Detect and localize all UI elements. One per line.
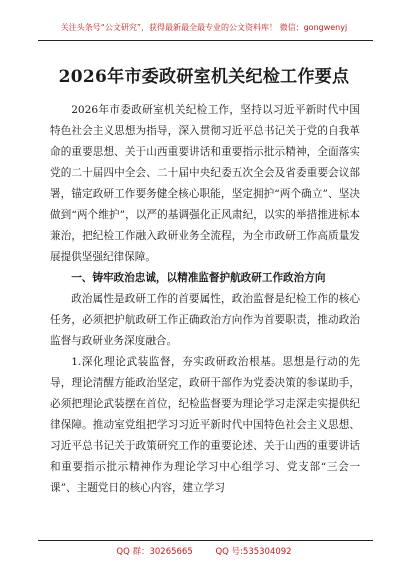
list-item-paragraph: 1.深化理论武装监督，夯实政研政治根基。思想是行动的先导，理论清醒方能政治坚定，政研干部作为党委决策的参谋助手，必须把理论武装摆在首位，纪检监督要为理论学习走深走实提供纪律保障。推动室党组把学习习近平新时代中国特色社会主义思想、习近平总书记关于政策研究工作的重要论述、关于山西的重要讲话和重要指示批示精神作为理论学习中心组学习、党支部“三会一课”、主题党日的核心内容，建立学习: [50, 356, 360, 494]
header-divider: [38, 40, 373, 41]
qq-number-text: QQ 号:535304092: [215, 547, 292, 557]
intro-paragraph: 2026年市委政研室机关纪检工作，坚持以习近平新时代中国特色社会主义思想为指导，深入贯彻习近平总书记关于党的自我革命的重要思想、关于山西重要讲话和重要指示批示精神，全面落实党的二十届四中全会、二十届中央纪委五次全会及省委重要会议部署，锚定政研工作要务健全核心职能，坚定拥护“两个确立”、坚决做到“两个维护”，以严的基调强化正风肃纪，以实的举措推进标本兼治，把纪检工作融入政研业务全流程，为全市政研工作高质量发展提供坚强纪律保障。: [50, 104, 360, 263]
footer: [0, 545, 408, 557]
section-heading: 一、铸牢政治忠诚，以精准监督护航政研工作政治方向: [71, 272, 326, 284]
section-paragraph: 政治属性是政研工作的首要属性，政治监督是纪检工作的核心任务，必须把护航政研工作正确政治方向作为首要职责，推动政治监督与政研业务深度融合。: [50, 293, 360, 347]
qq-group-text: QQ 群：30265665: [116, 547, 193, 557]
header-banner: 关注头条号“公文研究”，获得最新最全最专业的公文资料库！ 微信：gongwenyj: [60, 23, 348, 32]
document-body: [50, 100, 360, 499]
document-title: 2026年市委政研室机关纪检工作要点: [58, 67, 350, 87]
footer-divider: [38, 540, 373, 541]
